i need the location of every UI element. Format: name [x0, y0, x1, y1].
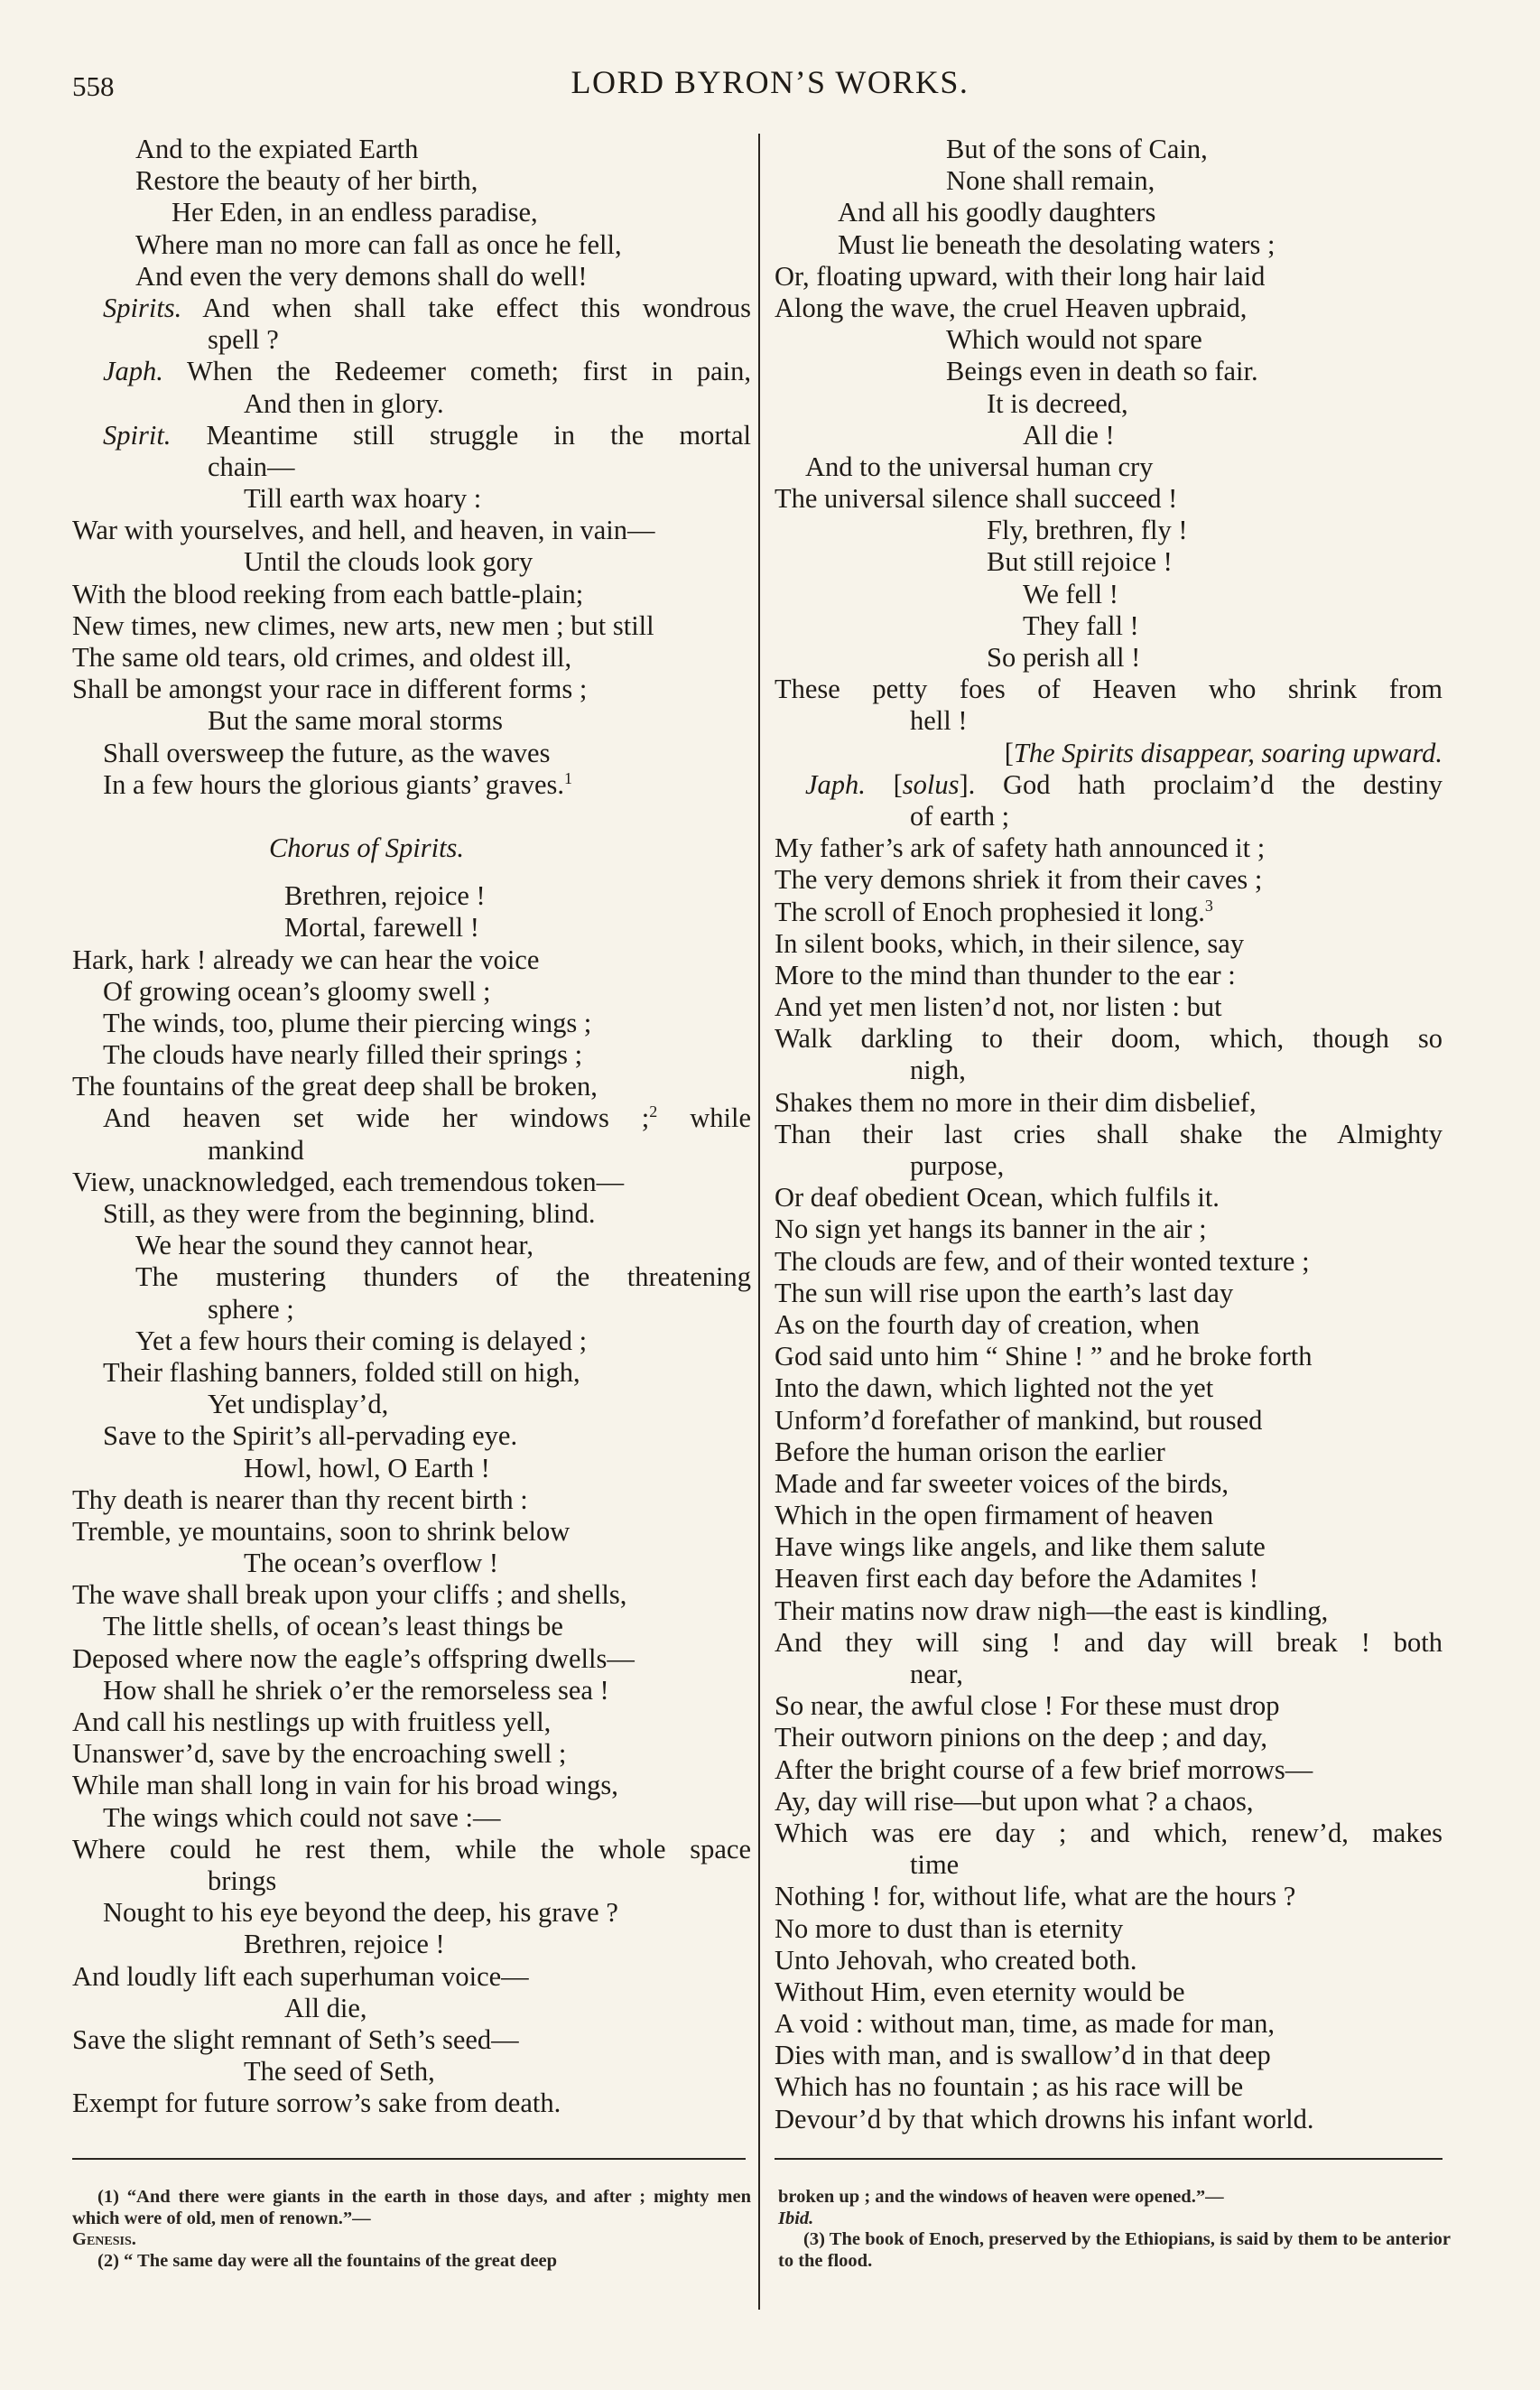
- bracket-close: ].: [959, 768, 976, 800]
- line-text: Shall be amongst your race in different forms ;: [72, 674, 588, 705]
- line-text: Into the dawn, which lighted not the yet: [775, 1372, 1214, 1404]
- line-text: And heaven set wide her windows ;: [103, 1102, 650, 1134]
- footnotes-left: [72, 2187, 751, 2272]
- verse-line: [72, 1198, 751, 1230]
- line-text: Heaven first each day before the Adamites !: [775, 1563, 1259, 1595]
- verse-line: [775, 1150, 1443, 1182]
- line-text: Ay, day will rise—but upon what ? a chaos,: [775, 1785, 1254, 1817]
- line-text: God said unto him “ Shine ! ” and he broke forth: [775, 1341, 1313, 1372]
- line-text: And even the very demons shall do well!: [135, 260, 588, 292]
- verse-line: [72, 2056, 751, 2088]
- line-text: Till earth wax hoary :: [244, 483, 482, 515]
- verse-line: [72, 1325, 751, 1357]
- line-text: near,: [910, 1659, 963, 1689]
- line-text: Yet undisplay’d,: [208, 1389, 389, 1420]
- line-text: Deposed where now the eagle’s offspring dwells—: [72, 1642, 635, 1674]
- line-text: A void : without man, time, as made for man,: [775, 2008, 1275, 2040]
- line-text: The clouds are few, and of their wonted texture ;: [775, 1245, 1310, 1277]
- verse-line: [72, 1008, 751, 1039]
- bracket-open: [: [1004, 737, 1014, 768]
- stage-direction: [775, 738, 1443, 769]
- verse-line: [775, 579, 1443, 610]
- footnote-rule-right: [775, 2158, 1443, 2160]
- verse-line: [775, 1659, 1443, 1690]
- line-text: Must lie beneath the desolating waters ;: [838, 228, 1276, 260]
- line-text: spell ?: [208, 324, 279, 356]
- line-text: But the same moral storms: [208, 705, 503, 737]
- verse-line: [775, 1976, 1443, 2008]
- line-text: Shakes them no more in their dim disbelief,: [775, 1086, 1257, 1118]
- line-text: The universal silence shall succeed !: [775, 483, 1178, 515]
- verse-line: [775, 1754, 1443, 1786]
- line-text: New times, new climes, new arts, new men ; but still: [72, 609, 654, 641]
- line-text: Exempt for future sorrow’s sake from death.: [72, 2088, 561, 2119]
- line-text: Beings even in death so fair.: [946, 356, 1258, 387]
- footnote: broken up ; and the windows of heaven were opened.”—: [778, 2187, 1224, 2207]
- footnotes-right: [778, 2187, 1451, 2272]
- verse-line: [775, 1023, 1443, 1055]
- line-text: After the bright course of a few brief morrows—: [775, 1753, 1313, 1785]
- verse-line: [775, 1913, 1443, 1945]
- line-text: Where man no more can fall as once he fell,: [135, 228, 622, 260]
- verse-line: [775, 1818, 1443, 1849]
- verse-line: [775, 1627, 1443, 1659]
- verse-line: [775, 2040, 1443, 2071]
- verse-line: [775, 1437, 1443, 1468]
- line-text: No more to dust than is eternity: [775, 1912, 1124, 1944]
- verse-line: [72, 1135, 751, 1167]
- line-text: And to the universal human cry: [805, 451, 1154, 482]
- verse-line: [775, 832, 1443, 864]
- line-text: And loudly lift each superhuman voice—: [72, 1960, 529, 1992]
- verse-line: [775, 134, 1443, 165]
- verse-line: [72, 976, 751, 1008]
- stage-aside: solus: [902, 768, 960, 800]
- line-text: Brethren, rejoice !: [244, 1929, 445, 1960]
- line-text: The mustering thunders of the threatening: [135, 1261, 751, 1293]
- verse-line: [72, 1516, 751, 1548]
- line-text: But of the sons of Cain,: [946, 134, 1208, 164]
- verse-line: [72, 134, 751, 165]
- verse-line: [775, 293, 1443, 324]
- verse-line: [775, 1119, 1443, 1150]
- verse-line: [72, 1865, 751, 1897]
- verse-line: [775, 1182, 1443, 1214]
- line-text: Dies with man, and is swallow’d in that deep: [775, 2040, 1271, 2071]
- verse-line: [775, 960, 1443, 991]
- line-text: In silent books, which, in their silence, say: [775, 927, 1245, 959]
- line-text: And then in glory.: [244, 387, 444, 419]
- verse-line: [72, 420, 751, 451]
- line-text: And yet men listen’d not, nor listen : but: [775, 991, 1222, 1023]
- line-text: hell !: [910, 705, 968, 737]
- verse-line: [72, 1897, 751, 1929]
- line-text: The little shells, of ocean’s least things be: [103, 1611, 563, 1642]
- verse-line: [775, 1500, 1443, 1531]
- verse-line: [775, 546, 1443, 578]
- verse-line: [72, 912, 751, 944]
- verse-line: [72, 324, 751, 356]
- verse-line: [775, 864, 1443, 896]
- line-text: And all his goodly daughters: [838, 197, 1156, 228]
- verse-line: [72, 1548, 751, 1579]
- line-text: None shall remain,: [946, 165, 1155, 197]
- line-text: Tremble, ye mountains, soon to shrink below: [72, 1515, 571, 1547]
- line-text: All die,: [284, 1992, 367, 2023]
- verse-line: [775, 610, 1443, 642]
- footnote: Genesis.: [72, 2229, 136, 2249]
- line-text: Yet a few hours their coming is delayed ;: [135, 1325, 588, 1356]
- line-text: Save the slight remnant of Seth’s seed—: [72, 2023, 519, 2055]
- footnote: (1) “And there were giants in the earth in those days, and after ; mighty men which were of old, men of renown.”—: [72, 2187, 751, 2228]
- line-text: View, unacknowledged, each tremendous token—: [72, 1166, 625, 1197]
- verse-line: [775, 388, 1443, 420]
- line-text: Nothing ! for, without life, what are the hours ?: [775, 1881, 1296, 1912]
- line-text: Until the clouds look gory: [244, 546, 533, 578]
- stage-text: The Spirits disappear, soaring upward.: [1013, 737, 1443, 768]
- verse-line: [72, 197, 751, 228]
- line-text: Their outworn pinions on the deep ; and day,: [775, 1722, 1268, 1753]
- verse-line: [775, 801, 1443, 832]
- verse-line: [775, 991, 1443, 1023]
- verse-line: [72, 642, 751, 674]
- right-column: [775, 134, 1443, 2135]
- verse-line: [72, 1802, 751, 1834]
- line-text: Made and far sweeter voices of the birds,: [775, 1467, 1229, 1499]
- line-text: Or deaf obedient Ocean, which fulfils it.: [775, 1182, 1220, 1214]
- verse-line: [72, 1420, 751, 1452]
- verse-line: [775, 1786, 1443, 1818]
- verse-line: [72, 1389, 751, 1420]
- verse-line: [72, 944, 751, 976]
- verse-line: [72, 705, 751, 737]
- line-text: The sun will rise upon the earth’s last day: [775, 1277, 1234, 1308]
- line-text: War with yourselves, and hell, and heaven, in vain—: [72, 515, 655, 546]
- verse-line: [72, 610, 751, 642]
- verse-line: [775, 1531, 1443, 1563]
- line-text: So near, the awful close ! For these must drop: [775, 1690, 1280, 1722]
- line-text: The wings which could not save :—: [103, 1801, 501, 1833]
- line-text: So perish all !: [987, 642, 1141, 673]
- verse-line: [775, 1468, 1443, 1500]
- verse-line: [775, 769, 1443, 801]
- line-text: Where could he rest them, while the whole space: [72, 1833, 751, 1865]
- column-divider: [758, 134, 760, 2310]
- speaker-name: Spirits.: [103, 292, 182, 323]
- verse-line: [72, 229, 751, 261]
- line-text: Unform’d forefather of mankind, but roused: [775, 1404, 1263, 1436]
- verse-line: [72, 388, 751, 420]
- line-text: The ocean’s overflow !: [244, 1548, 499, 1579]
- line-text: The scroll of Enoch prophesied it long.: [775, 896, 1205, 927]
- page-number: 558: [72, 70, 115, 102]
- line-text: Unanswer’d, save by the encroaching swell ;: [72, 1738, 567, 1770]
- line-text: of earth ;: [910, 800, 1010, 832]
- line-text: time: [910, 1849, 960, 1881]
- line-text: The very demons shriek it from their caves ;: [775, 864, 1263, 896]
- verse-line: [775, 705, 1443, 737]
- verse-line: [72, 2024, 751, 2056]
- verse-line: [775, 1055, 1443, 1086]
- verse-line: [72, 1230, 751, 1261]
- line-text: They fall !: [1023, 609, 1139, 641]
- line-text: Walk darkling to their doom, which, though so: [775, 1023, 1443, 1055]
- line-text: mankind: [208, 1134, 304, 1166]
- footnote: (2) “ The same day were all the fountains of the great deep: [97, 2250, 558, 2271]
- verse-line: [72, 483, 751, 515]
- line-text: We fell !: [1023, 578, 1118, 609]
- verse-line: [72, 674, 751, 705]
- line-text: In a few hours the glorious giants’ graves.: [103, 768, 565, 800]
- line-text: As on the fourth day of creation, when: [775, 1308, 1200, 1340]
- verse-line: [775, 2008, 1443, 2040]
- line-text: And to the expiated Earth: [135, 134, 419, 164]
- verse-line: [72, 2088, 751, 2119]
- line-text: sphere ;: [208, 1293, 294, 1325]
- line-text: God hath proclaim’d the destiny: [1003, 768, 1443, 800]
- verse-line: [775, 674, 1443, 705]
- line-text: purpose,: [910, 1150, 1005, 1181]
- verse-line: [775, 165, 1443, 197]
- verse-line: [72, 1738, 751, 1770]
- line-text: Restore the beauty of her birth,: [135, 165, 478, 197]
- verse-line: [72, 1484, 751, 1516]
- verse-line: [775, 1372, 1443, 1404]
- line-text: My father’s ark of safety hath announced it ;: [775, 832, 1266, 864]
- verse-line: [72, 1834, 751, 1865]
- verse-line: [775, 1405, 1443, 1437]
- line-text: More to the mind than thunder to the ear :: [775, 959, 1236, 990]
- line-text: And when shall take effect this wondrous: [202, 292, 751, 323]
- footnote-ref: 2: [649, 1102, 658, 1121]
- line-text: And they will sing ! and day will break ! both: [775, 1626, 1443, 1658]
- verse-line: [775, 1722, 1443, 1753]
- verse-line: [775, 642, 1443, 674]
- left-column: [72, 134, 751, 2119]
- speaker-name: Spirit.: [103, 419, 172, 451]
- verse-line: [775, 1690, 1443, 1722]
- line-text: Which was ere day ; and which, renew’d, makes: [775, 1817, 1443, 1848]
- verse-line: [775, 1087, 1443, 1119]
- verse-line: [775, 197, 1443, 228]
- line-text: It is decreed,: [987, 387, 1128, 419]
- footnote-rule-left: [72, 2158, 746, 2160]
- line-text: But still rejoice !: [987, 546, 1173, 578]
- verse-line: [72, 1961, 751, 1993]
- line-text: We hear the sound they cannot hear,: [135, 1230, 533, 1261]
- verse-line: [72, 1611, 751, 1642]
- verse-line: [775, 229, 1443, 261]
- line-text: Her Eden, in an endless paradise,: [172, 197, 538, 228]
- verse-line: [72, 1579, 751, 1611]
- verse-line: [72, 1770, 751, 1801]
- verse-line: [775, 1309, 1443, 1341]
- line-text-after: while: [657, 1102, 752, 1134]
- verse-line: [72, 546, 751, 578]
- footnote-ref: 3: [1204, 896, 1213, 915]
- verse-line: [775, 1214, 1443, 1245]
- line-text: Without Him, even eternity would be: [775, 1976, 1185, 2007]
- line-text: brings: [208, 1865, 277, 1896]
- verse-line: [72, 1261, 751, 1293]
- line-text: The clouds have nearly filled their springs ;: [103, 1039, 583, 1071]
- verse-line: [72, 1643, 751, 1675]
- line-text: Of growing ocean’s gloomy swell ;: [103, 975, 491, 1007]
- verse-line: [72, 261, 751, 293]
- line-text: How shall he shriek o’er the remorseless sea !: [103, 1674, 609, 1706]
- verse-line: [72, 1294, 751, 1325]
- verse-line: [72, 1039, 751, 1071]
- footnote-ref: 1: [564, 768, 573, 787]
- verse-line: [72, 880, 751, 912]
- verse-line: [775, 261, 1443, 293]
- speaker-name: Japh.: [103, 356, 163, 387]
- line-text: Devour’d by that which drowns his infant world.: [775, 2103, 1314, 2134]
- verse-line: [775, 2071, 1443, 2103]
- running-head: LORD BYRON’S WORKS.: [571, 64, 969, 100]
- verse-line: [72, 1993, 751, 2024]
- line-text: Thy death is nearer than thy recent birth :: [72, 1483, 528, 1515]
- line-text: Unto Jehovah, who created both.: [775, 1944, 1137, 1976]
- line-text: Save to the Spirit’s all-pervading eye.: [103, 1420, 518, 1452]
- line-text: And call his nestlings up with fruitless yell,: [72, 1706, 552, 1737]
- line-text: Still, as they were from the beginning, blind.: [103, 1198, 596, 1229]
- line-text: Nought to his eye beyond the deep, his grave ?: [103, 1897, 618, 1929]
- verse-line: [775, 515, 1443, 546]
- verse-line: [775, 420, 1443, 451]
- footnote: Ibid.: [778, 2208, 814, 2228]
- verse-line: [72, 769, 751, 801]
- line-text: The winds, too, plume their piercing wings ;: [103, 1007, 592, 1038]
- line-text: All die !: [1023, 419, 1115, 451]
- verse-line: [775, 897, 1443, 928]
- verse-line: [775, 1246, 1443, 1278]
- verse-line: [775, 2104, 1443, 2135]
- line-text: The wave shall break upon your cliffs ; and shells,: [72, 1579, 627, 1611]
- verse-line: [775, 356, 1443, 387]
- line-text: Fly, brethren, fly !: [987, 515, 1188, 546]
- speaker-name: Japh.: [805, 768, 866, 800]
- bracket-open: [: [893, 768, 903, 800]
- verse-line: [72, 1453, 751, 1484]
- line-text: Hark, hark ! already we can hear the voice: [72, 944, 540, 975]
- verse-line: [72, 451, 751, 483]
- line-text: Howl, howl, O Earth !: [244, 1452, 490, 1483]
- verse-line: [72, 1102, 751, 1134]
- line-text: Along the wave, the cruel Heaven upbraid,: [775, 292, 1248, 323]
- verse-line: [775, 451, 1443, 483]
- blank-line: [72, 864, 751, 880]
- verse-line: [775, 1278, 1443, 1309]
- verse-line: [72, 1675, 751, 1706]
- line-text: Before the human orison the earlier: [775, 1436, 1165, 1467]
- line-text: No sign yet hangs its banner in the air ;: [775, 1214, 1207, 1245]
- verse-line: [775, 1849, 1443, 1881]
- line-text: chain—: [208, 451, 295, 482]
- line-text: nigh,: [910, 1055, 966, 1086]
- line-text: The same old tears, old crimes, and oldest ill,: [72, 642, 572, 673]
- line-text: Meantime still struggle in the mortal: [206, 419, 752, 451]
- verse-line: [775, 1563, 1443, 1595]
- line-text: Which has no fountain ; as his race will be: [775, 2071, 1244, 2103]
- verse-line: [775, 483, 1443, 515]
- line-text: With the blood reeking from each battle-plain;: [72, 578, 584, 609]
- line-text: When the Redeemer cometh; first in pain,: [187, 356, 751, 387]
- line-text: While man shall long in vain for his broad wings,: [72, 1770, 618, 1801]
- verse-line: [775, 928, 1443, 960]
- blank-line: [72, 801, 751, 832]
- footnote: (3) The book of Enoch, preserved by the Ethiopians, is said by them to be anterior to the flood.: [778, 2229, 1451, 2271]
- verse-line: [72, 579, 751, 610]
- verse-line: [72, 1357, 751, 1389]
- line-text: The seed of Seth,: [244, 2056, 435, 2088]
- verse-line: [775, 1595, 1443, 1627]
- line-text: Which in the open firmament of heaven: [775, 1500, 1214, 1531]
- line-text: Their matins now draw nigh—the east is kindling,: [775, 1595, 1329, 1626]
- line-text: Brethren, rejoice !: [284, 880, 486, 912]
- verse-line: [72, 1167, 751, 1198]
- verse-line: [775, 324, 1443, 356]
- line-text: Shall oversweep the future, as the waves: [103, 737, 551, 768]
- line-text: Their flashing banners, folded still on high,: [103, 1356, 580, 1388]
- verse-line: [72, 356, 751, 387]
- verse-line: [72, 165, 751, 197]
- verse-line: [72, 1929, 751, 1960]
- line-text: Which would not spare: [946, 324, 1202, 356]
- verse-line: [775, 1341, 1443, 1372]
- verse-line: [72, 293, 751, 324]
- verse-line: [72, 515, 751, 546]
- line-text: Have wings like angels, and like them salute: [775, 1531, 1266, 1563]
- line-text: Or, floating upward, with their long hair laid: [775, 260, 1266, 292]
- verse-line: [72, 1706, 751, 1738]
- verse-line: [775, 1945, 1443, 1976]
- verse-line: [775, 1881, 1443, 1912]
- verse-line: [72, 1071, 751, 1102]
- line-text: The fountains of the great deep shall be broken,: [72, 1071, 598, 1102]
- line-text: Than their last cries shall shake the Almighty: [775, 1118, 1443, 1149]
- verse-line: [72, 738, 751, 769]
- line-text: Mortal, farewell !: [284, 912, 479, 944]
- line-text: These petty foes of Heaven who shrink from: [775, 674, 1443, 705]
- section-heading: Chorus of Spirits.: [268, 832, 465, 863]
